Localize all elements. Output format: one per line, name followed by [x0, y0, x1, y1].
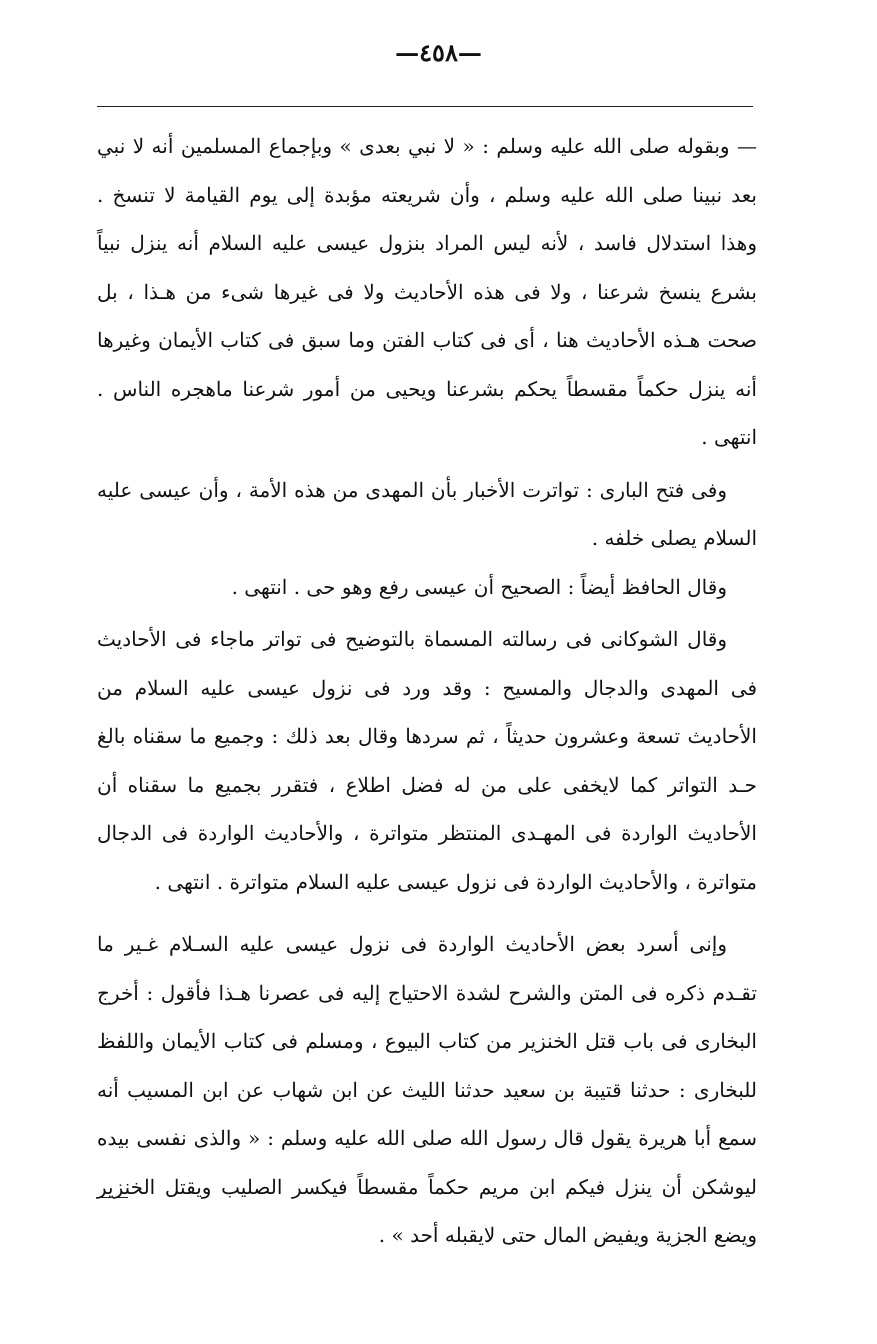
paragraph-4: وقال الشوكانى فى رسالته المسماة بالتوضيح فى تواتر ماجاء فى الأحاديث فى المهدى والدجال والمسيح : وقد ورد فى نزول عيسى عليه السلام من الأحاديث تسعة وعشرون حديثاً ، ثم سردها وقال بعد ذلك : وجميع ما سقناه بالغ حـد التواتر كما لايخفى على من له فضل اطلاع ، فتقرر بجميع ما سقناه أن الأحاديث الواردة فى المهـدى المنتظر متواترة ، والأحاديث الواردة فى الدجال متواترة ، والأحاديث الواردة فى نزول عيسى عليه السلام متواترة . انتهى . [97, 627, 757, 894]
continuation-dash [100, 1197, 128, 1198]
page-body [97, 122, 757, 1260]
paragraph-3: وقال الحافظ أيضاً : الصحيح أن عيسى رفع وهو حى . انتهى . [231, 574, 727, 599]
paragraph-1: — وبقوله صلى الله عليه وسلم : « لا نبي بعدى » وبإجماع المسلمين أنه لا نبي بعد نبينا صلى الله عليه وسلم ، وأن شريعته مؤبدة إلى يوم القيامة لا تنسخ . وهذا استدلال فاسد ، لأنه ليس المراد بنزول عيسى عليه السلام أنه ينزل نبياً بشرع ينسخ شرعنا ، ولا فى هذه الأحاديث ولا فى غيرها شىء من هـذا ، بل صحت هـذه الأحاديث هنا ، أى فى كتاب الفتن وما سبق فى كتاب الأيمان وغيرها أنه ينزل حكماً مقسطاً يحكم بشرعنا ويحيى من أمور شرعنا ماهجره الناس . انتهى . [97, 134, 757, 449]
paragraph-5: وإنى أسرد بعض الأحاديث الواردة فى نزول عيسى عليه السـلام غـير ما تقـدم ذكره فى المتن والشرح لشدة الاحتياج إليه فى عصرنا هـذا فأقول : أخرج البخارى فى باب قتل الخنزير من كتاب البيوع ، ومسلم فى كتاب الأيمان واللفظ للبخارى : حدثنا قتيبة بن سعيد حدثنا الليث عن ابن شهاب عن ابن المسيب أنه سمع أبا هريرة يقول قال رسول الله صلى الله عليه وسلم : « والذى نفسى بيده ليوشكن أن ينزل فيكم ابن مريم حكماً مقسطاً فيكسر الصليب ويقتل الخنزير ويضع الجزية ويفيض المال حتى لايقبله أحد » . [97, 932, 757, 1247]
page-number: —٤٥٨— [395, 38, 482, 67]
paragraph-2: وفى فتح البارى : تواترت الأخبار بأن المهدى من هذه الأمة ، وأن عيسى عليه السلام يصلى خلفه . [97, 477, 757, 550]
header-rule [97, 106, 753, 107]
